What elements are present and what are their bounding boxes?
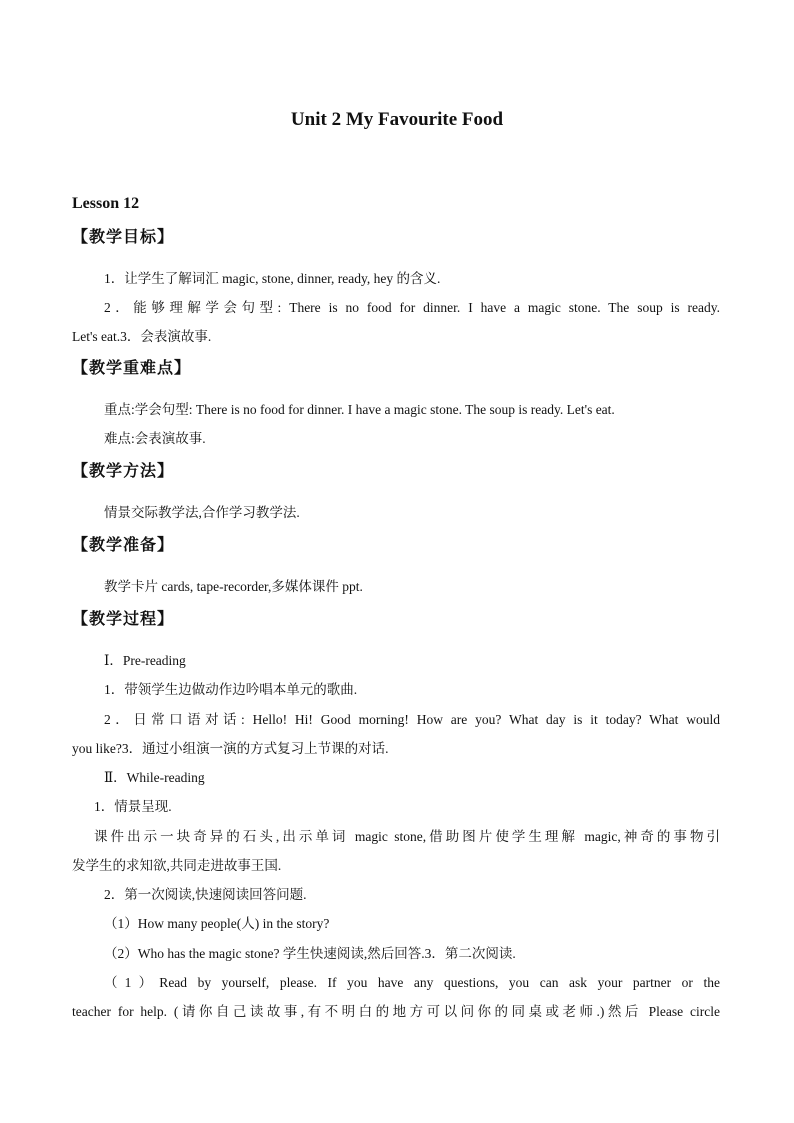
key-point: 重点:学会句型: There is no food for dinner. I have a magic stone. The soup is ready. Let's eat. <box>104 402 615 417</box>
heading-process: 【教学过程】 <box>72 609 175 628</box>
pre-reading-item-1: 1．带领学生边做动作边吟唱本单元的歌曲. <box>104 682 358 697</box>
while-reading-item-1: 1．情景呈现. <box>94 799 172 814</box>
document-title: Unit 2 My Favourite Food <box>290 109 504 130</box>
heading-preparation: 【教学准备】 <box>72 535 175 554</box>
while-reading-text-line-2: 发学生的求知欲,共同走进故事王国. <box>72 858 282 873</box>
question-1: （1）How many people(人) in the story? <box>104 916 330 931</box>
heading-key-points: 【教学重难点】 <box>72 358 192 377</box>
methods-text: 情景交际教学法,合作学习教学法. <box>104 505 300 520</box>
second-reading-line-1: （1）Read by yourself, please. If you have any questions, you can ask your partner or the <box>104 975 720 990</box>
objective-item-2-line-1: 2．能够理解学会句型: There is no food for dinner. I have a magic stone. The soup is ready. <box>104 300 720 315</box>
pre-reading-item-2-line-2: you like?3．通过小组演一演的方式复习上节课的对话. <box>72 741 389 756</box>
pre-reading-item-2-line-1: 2．日常口语对话: Hello! Hi! Good morning! How are you? What day is it today? What would <box>104 712 720 727</box>
section-pre-reading: Ⅰ．Pre-reading <box>104 653 186 668</box>
section-while-reading: Ⅱ．While-reading <box>104 770 205 785</box>
second-reading-line-2: teacher for help. (请你自己读故事,有不明白的地方可以问你的同桌或老师.)然后 Please circle <box>72 1004 720 1019</box>
objective-item-1: 1．让学生了解词汇 magic, stone, dinner, ready, hey 的含义. <box>104 271 441 286</box>
objective-item-2-line-2: Let's eat.3．会表演故事. <box>72 329 212 344</box>
question-2: （2）Who has the magic stone? 学生快速阅读,然后回答.3．第二次阅读. <box>104 946 516 961</box>
heading-objectives: 【教学目标】 <box>72 227 175 246</box>
preparation-text: 教学卡片 cards, tape-recorder,多媒体课件 ppt. <box>104 579 363 594</box>
lesson-label: Lesson 12 <box>72 195 140 212</box>
while-reading-item-2: 2．第一次阅读,快速阅读回答问题. <box>104 887 307 902</box>
heading-methods: 【教学方法】 <box>72 461 175 480</box>
while-reading-text-line-1: 课件出示一块奇异的石头,出示单词 magic stone,借助图片使学生理解 magic,神奇的事物引 <box>94 829 720 844</box>
difficult-point: 难点:会表演故事. <box>104 431 206 446</box>
